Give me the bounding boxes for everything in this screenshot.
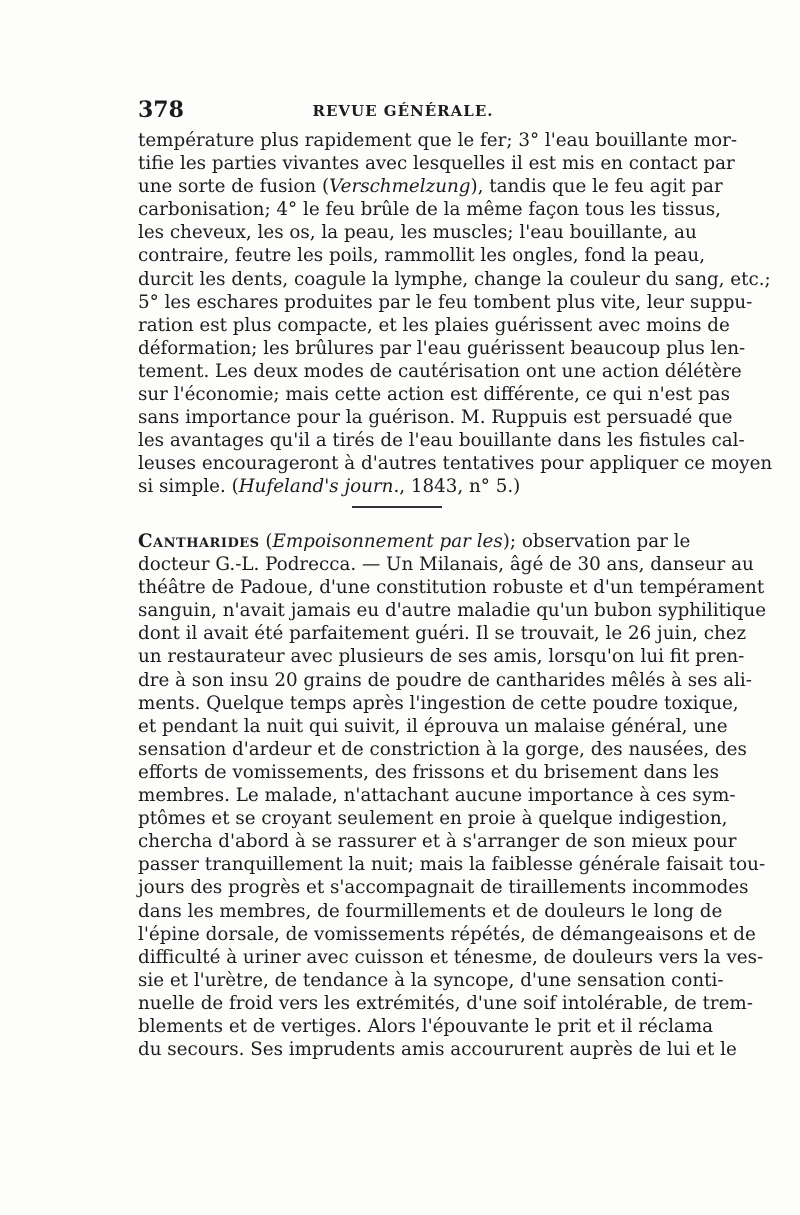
paragraph-cantharides: [138, 530, 767, 1061]
text-line: ration est plus compacte, et les plaies guérissent avec moins de: [138, 314, 730, 336]
section-divider: [352, 506, 442, 508]
page-number: 378: [138, 97, 184, 123]
text-line: une sorte de fusion (Verschmelzung), tandis que le feu agit par: [138, 176, 723, 198]
text-line: tement. Les deux modes de cautérisation ont une action délétère: [138, 360, 742, 382]
text-line: si simple. (Hufeland's journ., 1843, n° 5.): [138, 476, 521, 498]
text-line: théâtre de Padoue, d'une constitution robuste et d'un tempérament: [138, 577, 765, 599]
text-line: efforts de vomissements, des frissons et du brisement dans les: [138, 761, 720, 783]
text-line: déformation; les brûlures par l'eau guérissent beaucoup plus len-: [138, 337, 746, 359]
text-line: leuses encourageront à d'autres tentatives pour appliquer ce moyen: [138, 453, 773, 475]
text-line: dans les membres, de fourmillements et de douleurs le long de: [138, 900, 723, 922]
text-line: sans importance pour la guérison. M. Ruppuis est persuadé que: [138, 407, 733, 429]
text-line: les avantages qu'il a tirés de l'eau bouillante dans les fistules cal-: [138, 430, 745, 452]
section-heading: Cantharides: [138, 531, 260, 552]
text-line: ments. Quelque temps après l'ingestion de cette poudre toxique,: [138, 692, 739, 714]
text-line: chercha d'abord à se rassurer et à s'arranger de son mieux pour: [138, 831, 737, 853]
text-line: sur l'économie; mais cette action est différente, ce qui n'est pas: [138, 384, 730, 406]
text-line: sensation d'ardeur et de constriction à la gorge, des nausées, des: [138, 738, 747, 760]
text-line: et pendant la nuit qui suivit, il éprouva un malaise général, une: [138, 715, 728, 737]
text-line: sanguin, n'avait jamais eu d'autre maladie qu'un bubon syphilitique: [138, 600, 767, 622]
text-line: carbonisation; 4° le feu brûle de la même façon tous les tissus,: [138, 199, 721, 221]
text-line: docteur G.-L. Podrecca. — Un Milanais, âgé de 30 ans, danseur au: [138, 554, 754, 576]
paragraph-ebullition-conclusion: [138, 129, 773, 499]
text-line: les cheveux, les os, la peau, les muscles; l'eau bouillante, au: [138, 222, 697, 244]
text-line: membres. Le malade, n'attachant aucune importance à ces sym-: [138, 785, 736, 807]
text-line: ptômes et se croyant seulement en proie à quelque indigestion,: [138, 808, 728, 830]
text-line: 5° les eschares produites par le feu tombent plus vite, leur suppu-: [138, 291, 753, 313]
text-line: sie et l'urètre, de tendance à la syncope, d'une sensation conti-: [138, 969, 724, 991]
text-line: température plus rapidement que le fer; 3° l'eau bouillante mor-: [138, 130, 738, 151]
text-line: tifie les parties vivantes avec lesquelles il est mis en contact par: [138, 153, 735, 175]
text-line: nuelle de froid vers les extrémités, d'une soif intolérable, de trem-: [138, 992, 753, 1014]
heading-subtitle: Empoisonnement par les: [272, 531, 503, 552]
italic-term: Verschmelzung: [329, 176, 471, 198]
text-line: jours des progrès et s'accompagnait de tiraillements incommodes: [138, 877, 749, 899]
text-line: difficulté à uriner avec cuisson et ténesme, de douleurs vers la ves-: [138, 946, 764, 968]
text-line: contraire, feutre les poils, rammollit les ongles, fond la peau,: [138, 245, 706, 267]
text-line: Cantharides (Empoisonnement par les); observation par le: [138, 531, 691, 552]
text-line: du secours. Ses imprudents amis accoururent auprès de lui et le: [138, 1039, 737, 1061]
text-line: l'épine dorsale, de vomissements répétés, de démangeaisons et de: [138, 923, 756, 945]
text-line: passer tranquillement la nuit; mais la faiblesse générale faisait tou-: [138, 854, 766, 876]
text-line: dont il avait été parfaitement guéri. Il se trouvait, le 26 juin, chez: [138, 623, 747, 645]
text-line: un restaurateur avec plusieurs de ses amis, lorsqu'on lui fit pren-: [138, 646, 745, 668]
page-header: [138, 97, 668, 127]
journal-citation: Hufeland's journ.: [238, 476, 400, 498]
text-line: blements et de vertiges. Alors l'épouvante le prit et il réclama: [138, 1015, 714, 1037]
text-line: dre à son insu 20 grains de poudre de cantharides mêlés à ses ali-: [138, 669, 752, 691]
text-line: durcit les dents, coagule la lymphe, change la couleur du sang, etc.;: [138, 268, 771, 290]
running-title: REVUE GÉNÉRALE.: [312, 102, 494, 120]
